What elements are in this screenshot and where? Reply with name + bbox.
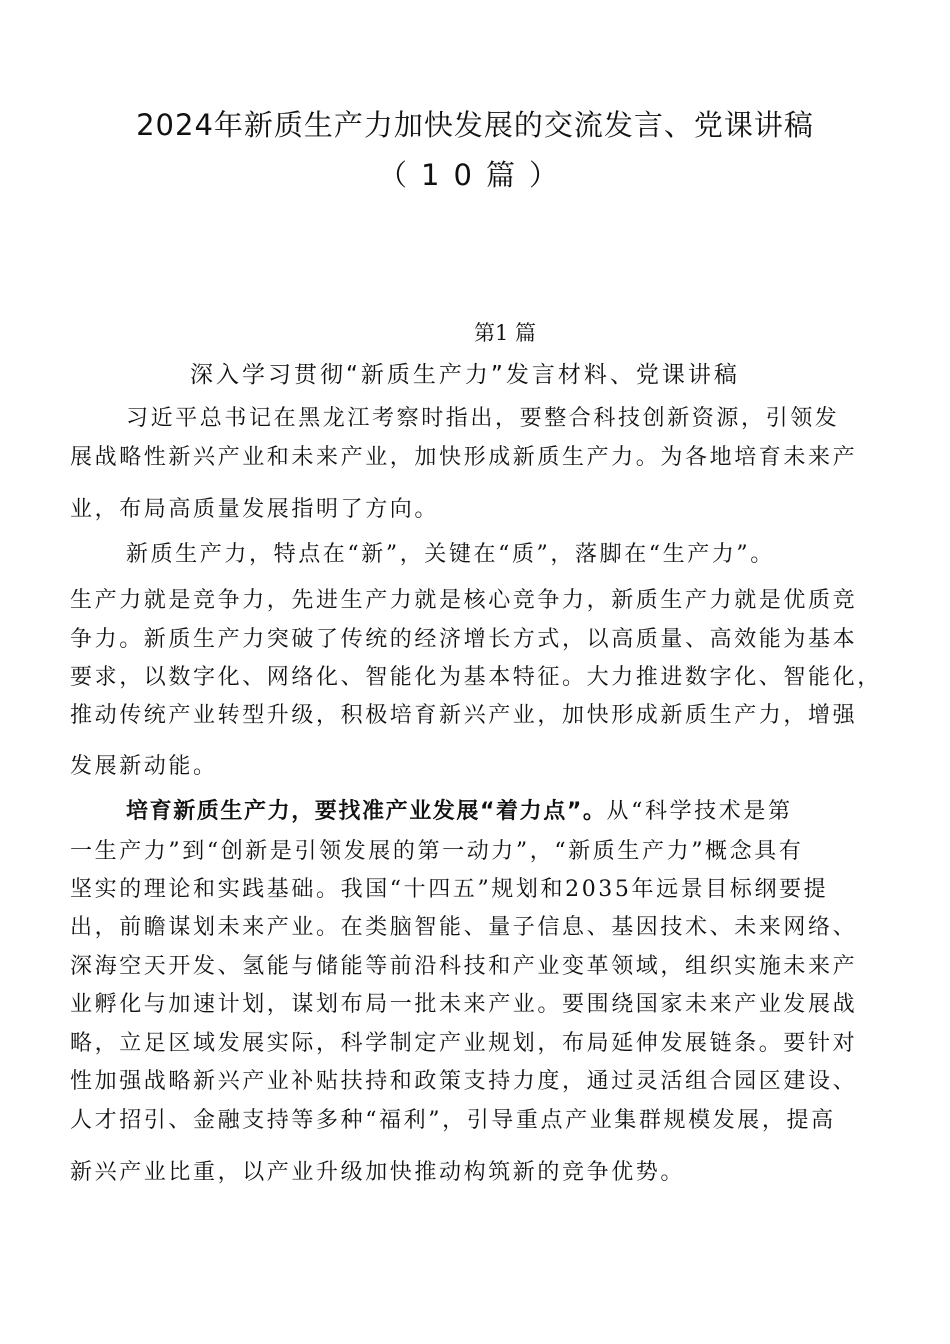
paragraph3-line9: 人才招引、金融支持等多种“福利”，引导重点产业集群规模发展，提高 <box>70 1108 836 1133</box>
paragraph1-line1: 习近平总书记在黑龙江考察时指出，要整合科技创新资源，引领发 <box>126 406 840 431</box>
paragraph3-line4: 出，前瞻谋划未来产业。在类脑智能、量子信息、基因技术、未来网络、 <box>70 915 858 940</box>
section-heading: 深入学习贯彻“新质生产力”发言材料、党课讲稿 <box>190 362 740 388</box>
paragraph1-line3: 业，布局高质量发展指明了方向。 <box>70 497 440 522</box>
paragraph2-line6: 发展新动能。 <box>70 754 218 779</box>
document-title-line2: （10篇） <box>378 158 572 192</box>
paragraph3-line3: 坚实的理论和实践基础。我国“十四五”规划和2035年远景目标纲要提 <box>70 877 829 902</box>
paragraph3-line6: 业孵化与加速计划，谋划布局一批未来产业。要围绕国家未来产业发展战 <box>70 992 858 1017</box>
paragraph3-first-rest: 从“科学技术是第 <box>606 799 793 824</box>
paragraph3-line10: 新兴产业比重，以产业升级加快推动构筑新的竞争优势。 <box>70 1160 686 1185</box>
paragraph3-line8: 性加强战略新兴产业补贴扶持和政策支持力度，通过灵活组合园区建设、 <box>70 1069 858 1094</box>
paragraph2-line2: 生产力就是竞争力，先进生产力就是核心竞争力，新质生产力就是优质竞 <box>70 588 858 613</box>
document-title-line1: 2024年新质生产力加快发展的交流发言、党课讲稿 <box>136 108 814 142</box>
chapter-label: 第1 篇 <box>473 321 537 345</box>
paragraph3-bold-lead: 培育新质生产力，要找准产业发展“着力点”。 <box>126 799 607 824</box>
paragraph2-line1: 新质生产力，特点在“新”，关键在“质”，落脚在“生产力”。 <box>126 542 775 567</box>
paragraph3-line5: 深海空天开发、氢能与储能等前沿科技和产业变革领域，组织实施未来产 <box>70 954 858 979</box>
paragraph2-line5: 推动传统产业转型升级，积极培育新兴产业，加快形成新质生产力，增强 <box>70 703 858 728</box>
paragraph3-line2: 一生产力”到“创新是引领发展的第一动力”，“新质生产力”概念具有 <box>70 839 804 864</box>
paragraph3-line7: 略，立足区域发展实际，科学制定产业规划，布局延伸发展链条。要针对 <box>70 1031 858 1056</box>
paragraph1-line2: 展战略性新兴产业和未来产业，加快形成新质生产力。为各地培育未来产 <box>70 445 858 470</box>
paragraph2-line3: 争力。新质生产力突破了传统的经济增长方式，以高质量、高效能为基本 <box>70 627 858 652</box>
paragraph3-line1 <box>126 794 793 825</box>
paragraph2-line4: 要求，以数字化、网络化、智能化为基本特征。大力推进数字化、智能化， <box>70 665 882 690</box>
